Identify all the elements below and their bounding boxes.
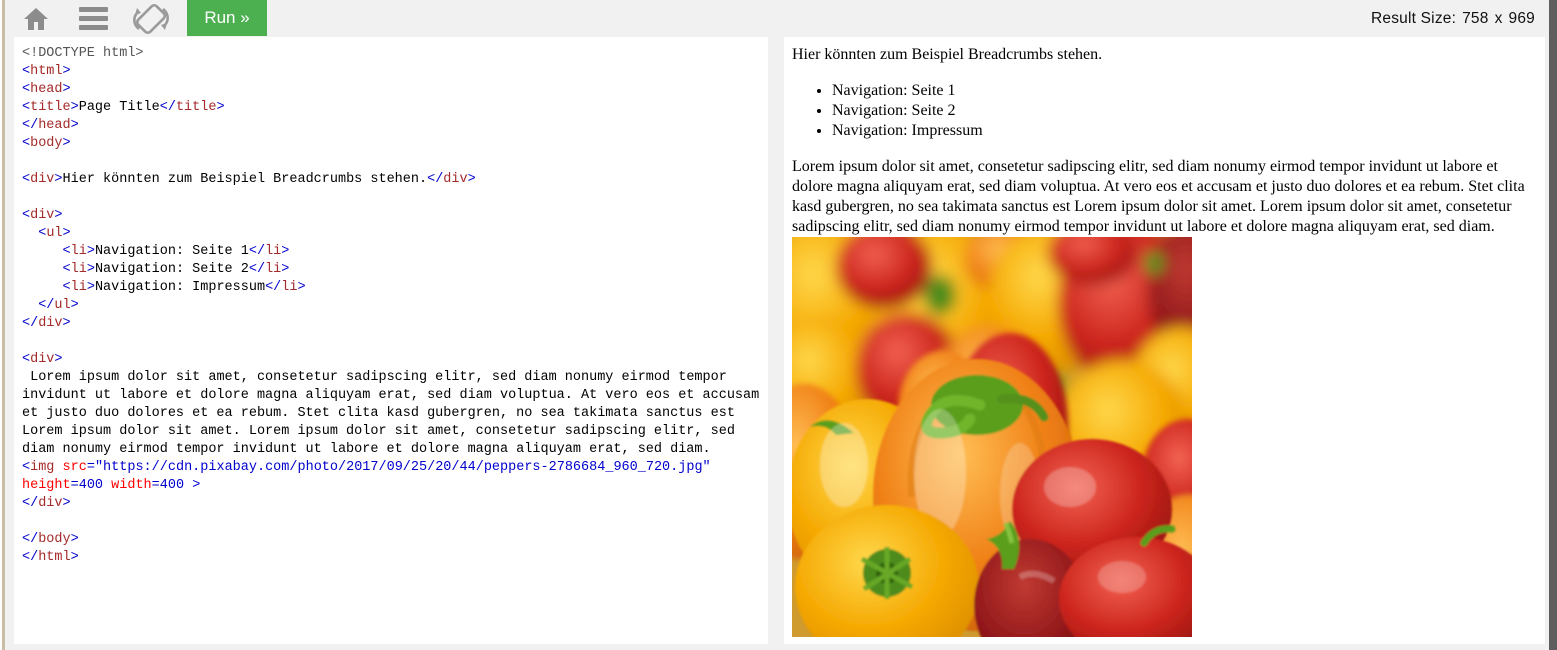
code-line: Lorem ipsum dolor sit amet, consetetur sadipscing elitr, sed diam nonumy eirmod tempor invidunt ut labore et dolore magna aliquyam erat, sed diam voluptua. At vero eos et accusam et justo duo dolores et ea rebum. Stet clita kasd gubergren, no sea takimata sanctus est Lorem ipsum dolor sit amet. Lorem ipsum dolor sit amet, consetetur sadipscing elitr, sed diam nonumy eirmod tempor invidunt ut labore et dolore magna aliquyam erat, sed diam. xyxy=(22,370,768,457)
menu-button[interactable] xyxy=(77,6,109,32)
left-window-border xyxy=(2,0,5,650)
output-nav-list xyxy=(792,81,1537,141)
code-line: <li>Navigation: Seite 2</li> xyxy=(62,262,290,277)
code-lines xyxy=(22,45,768,567)
code-line: </div> xyxy=(22,496,71,511)
code-line: <title>Page Title</title> xyxy=(22,100,225,115)
result-width-value: 758 xyxy=(1462,9,1489,27)
code-line xyxy=(22,153,760,171)
result-size xyxy=(1371,10,1535,28)
code-line xyxy=(22,189,760,207)
toolbar xyxy=(0,0,1549,37)
home-icon xyxy=(23,7,49,31)
code-line: <div> xyxy=(22,352,63,367)
output-lorem-text: Lorem ipsum dolor sit amet, consetetur sadipscing elitr, sed diam nonumy eirmod tempor invidunt ut labore et dolore magna aliquyam erat, sed diam voluptua. At vero eos et accusam et justo duo dolores et ea rebum. Stet clita kasd gubergren, no sea takimata sanctus est Lorem ipsum dolor sit amet. Lorem ipsum dolor sit amet, consetetur sadipscing elitr, sed diam nonumy eirmod tempor invidunt ut labore et dolore magna aliquyam erat, sed diam. xyxy=(792,158,1525,235)
result-size-label: Result Size: xyxy=(1371,9,1457,27)
code-line: <!DOCTYPE html> xyxy=(22,46,144,61)
output-nav-item: • Navigation: Seite 2 xyxy=(832,101,1537,121)
result-panel xyxy=(784,37,1545,644)
right-window-edge xyxy=(1549,0,1557,650)
code-line: <div>Hier könnten zum Beispiel Breadcrumbs stehen.</div> xyxy=(22,172,476,187)
panel-resize-divider[interactable] xyxy=(768,37,784,644)
home-button[interactable] xyxy=(23,6,49,32)
code-line: <body> xyxy=(22,136,71,151)
code-line: <head> xyxy=(22,82,71,97)
code-line: <ul> xyxy=(38,226,71,241)
output-breadcrumb-text: Hier könnten zum Beispiel Breadcrumbs stehen. xyxy=(792,46,1103,63)
output-nav-item: • Navigation: Impressum xyxy=(832,121,1537,141)
result-size-separator: x xyxy=(1494,9,1503,27)
output-nav-item: • Navigation: Seite 1 xyxy=(832,81,1537,101)
code-line: <img src="https://cdn.pixabay.com/photo/2017/09/25/20/44/peppers-2786684_960_720.jpg" height=400 width=400 > xyxy=(22,460,711,493)
code-line: </div> xyxy=(22,316,71,331)
code-line: <li>Navigation: Impressum</li> xyxy=(62,280,306,295)
code-line xyxy=(22,333,760,351)
code-line: </ul> xyxy=(38,298,79,313)
peppers-image xyxy=(792,237,1192,637)
code-line: </body> xyxy=(22,532,79,547)
code-line: <li>Navigation: Seite 1</li> xyxy=(62,244,290,259)
code-line: </html> xyxy=(22,550,79,565)
result-height-value: 969 xyxy=(1508,9,1535,27)
change-orientation-button[interactable] xyxy=(129,2,173,36)
code-line: </head> xyxy=(22,118,79,133)
rotate-orientation-icon xyxy=(129,1,173,37)
bottom-margin-strip xyxy=(0,644,1549,650)
code-editor-panel[interactable] xyxy=(14,37,768,644)
run-button[interactable]: Run » xyxy=(187,0,267,36)
hamburger-menu-icon xyxy=(79,7,108,30)
code-line: <div> xyxy=(22,208,63,223)
output-lorem-block xyxy=(792,157,1537,637)
code-line: <html> xyxy=(22,64,71,79)
code-line xyxy=(22,513,760,531)
